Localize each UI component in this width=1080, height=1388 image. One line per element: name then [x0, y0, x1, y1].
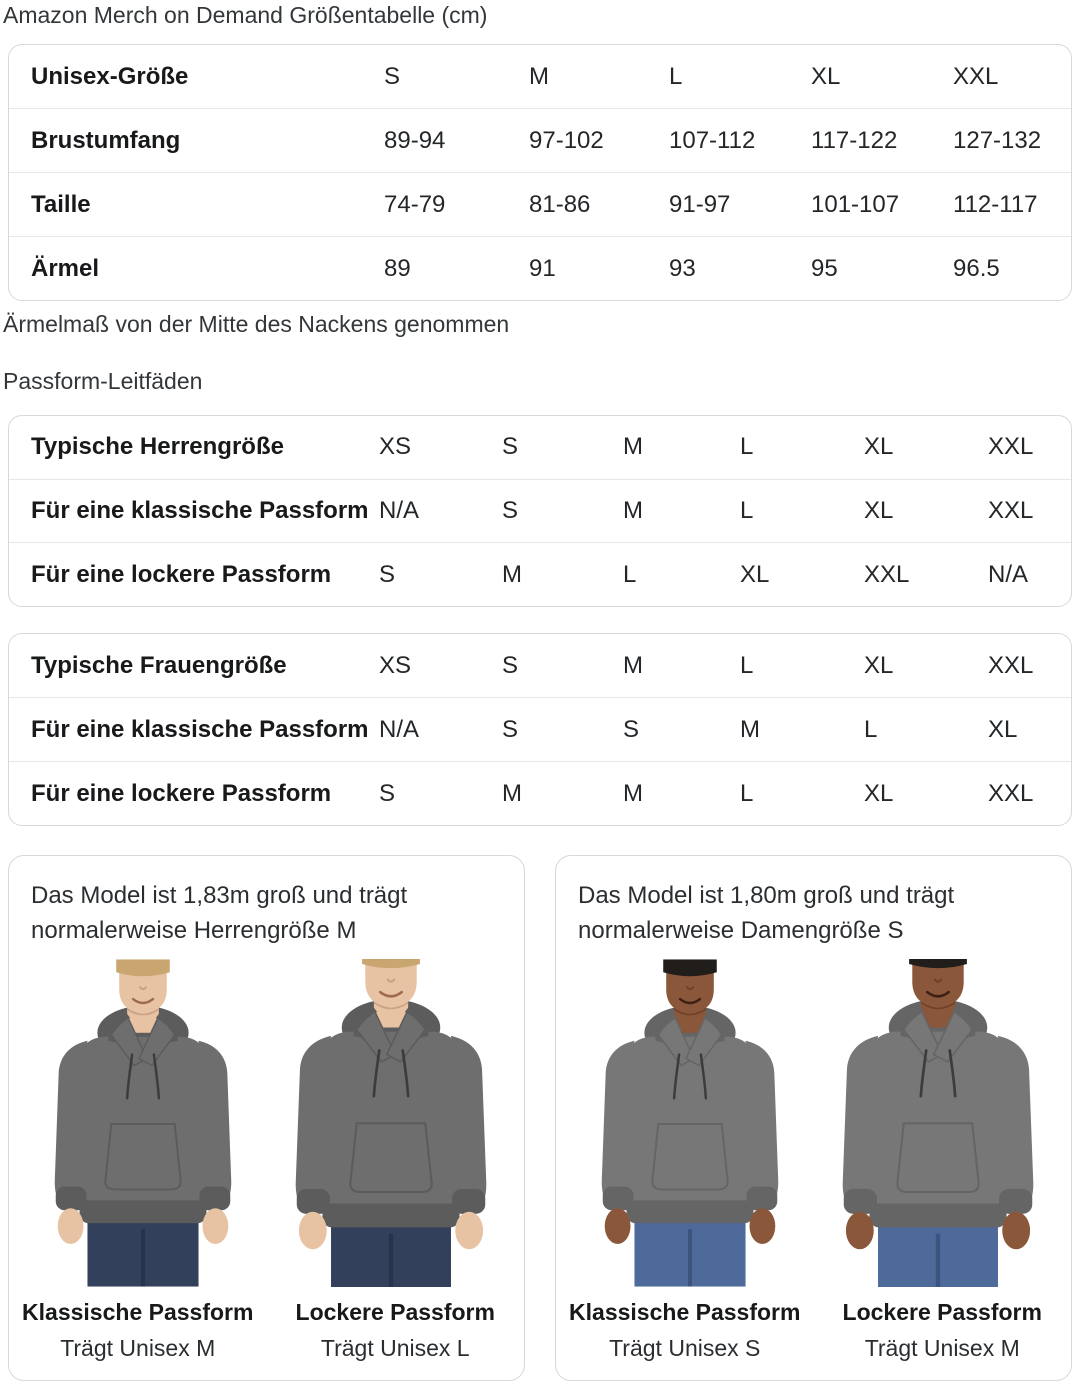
row-label: Taille: [31, 190, 91, 218]
row-label: Für eine klassische Passform: [31, 497, 369, 524]
table-row: [9, 108, 1071, 172]
size-value: XS: [379, 433, 412, 461]
size-value: XL: [864, 433, 894, 461]
womens-fit-table: [8, 633, 1072, 826]
model-description: Das Model ist 1,83m groß und trägt normalerweise Herrengröße M: [31, 882, 408, 944]
size-value: L: [740, 779, 754, 807]
size-value: L: [740, 651, 754, 679]
measure-value: 89-94: [384, 126, 446, 154]
table-row: [9, 634, 1071, 697]
size-value: S: [379, 779, 396, 807]
size-value: S: [384, 62, 401, 90]
size-value: L: [740, 433, 754, 461]
table-row: [9, 172, 1071, 236]
mens-model-card: [8, 855, 525, 1381]
row-label: Brustumfang: [31, 126, 181, 154]
fit-label: Lockere Passform: [842, 1299, 1042, 1325]
measure-value: 96.5: [953, 254, 1000, 282]
size-value: XXL: [988, 651, 1034, 679]
female-model-classic-fit-photo: [571, 959, 809, 1287]
size-worn-label: Trägt Unisex L: [320, 1335, 470, 1361]
male-model-classic-fit-photo: [24, 959, 262, 1287]
measure-value: 93: [669, 254, 696, 282]
size-value: XXL: [988, 433, 1034, 461]
size-worn-label: Trägt Unisex M: [864, 1335, 1020, 1361]
mens-fit-table: [8, 415, 1072, 607]
model-photos: [9, 959, 524, 1287]
photo-labels: [556, 1299, 1071, 1362]
measure-value: 117-122: [811, 126, 898, 154]
measure-value: 74-79: [384, 190, 446, 218]
size-value: M: [740, 715, 760, 743]
row-label: Unisex-Größe: [31, 62, 189, 90]
size-value: L: [669, 62, 683, 90]
size-value: M: [623, 497, 643, 524]
size-value: M: [529, 62, 549, 90]
measure-value: 107-112: [669, 126, 756, 154]
size-value: XL: [864, 497, 894, 524]
table-row: [9, 416, 1071, 479]
size-worn-label: Trägt Unisex M: [60, 1335, 216, 1361]
row-label: Für eine klassische Passform: [31, 715, 369, 743]
table-row: [9, 542, 1071, 606]
size-value: XXL: [864, 560, 910, 588]
size-value: S: [502, 497, 519, 524]
size-value: XS: [379, 651, 412, 679]
fit-label: Lockere Passform: [295, 1299, 495, 1325]
size-value: XXL: [953, 62, 999, 90]
measure-value: 97-102: [529, 126, 604, 154]
table-row: [9, 479, 1071, 543]
photo-label-group: [9, 1299, 267, 1362]
womens-model-card: [555, 855, 1072, 1381]
size-value: M: [623, 779, 643, 807]
size-value: XXL: [988, 779, 1034, 807]
model-description: Das Model ist 1,80m groß und trägt normalerweise Damengröße S: [578, 882, 955, 944]
male-model-loose-fit-photo: [272, 959, 510, 1287]
size-value: N/A: [379, 497, 420, 524]
row-label: Ärmel: [31, 254, 100, 282]
fit-label: Klassische Passform: [569, 1299, 801, 1325]
sleeve-measure-note: Ärmelmaß von der Mitte des Nackens genommen: [3, 311, 510, 337]
size-value: XL: [740, 560, 770, 588]
measure-value: 91: [529, 254, 556, 282]
size-value: L: [864, 715, 878, 743]
size-worn-label: Trägt Unisex S: [609, 1335, 761, 1361]
table-row: [9, 236, 1071, 300]
size-value: M: [623, 651, 643, 679]
size-value: XL: [864, 651, 894, 679]
row-label: Für eine lockere Passform: [31, 560, 332, 588]
size-value: M: [623, 433, 643, 461]
size-value: M: [502, 779, 522, 807]
measure-value: 101-107: [811, 190, 900, 218]
size-value: N/A: [379, 715, 420, 743]
size-value: XL: [864, 779, 894, 807]
fit-guides-heading: Passform-Leitfäden: [3, 368, 203, 394]
unisex-size-table: [8, 44, 1072, 301]
table-row: [9, 761, 1071, 825]
fit-label: Klassische Passform: [22, 1299, 254, 1325]
size-value: S: [502, 715, 519, 743]
measure-value: 127-132: [953, 126, 1042, 154]
measure-value: 89: [384, 254, 411, 282]
size-value: S: [379, 560, 396, 588]
photo-labels: [9, 1299, 524, 1362]
size-value: S: [623, 715, 640, 743]
row-label: Für eine lockere Passform: [31, 779, 332, 807]
size-value: S: [502, 433, 519, 461]
measure-value: 112-117: [953, 190, 1038, 218]
measure-value: 91-97: [669, 190, 731, 218]
size-value: XL: [988, 715, 1018, 743]
size-value: XXL: [988, 497, 1034, 524]
photo-label-group: [814, 1299, 1072, 1362]
row-label: Typische Frauengröße: [31, 651, 287, 679]
model-photos: [556, 959, 1071, 1287]
size-value: S: [502, 651, 519, 679]
photo-label-group: [556, 1299, 814, 1362]
page-title: Amazon Merch on Demand Größentabelle (cm): [3, 2, 488, 28]
size-value: XL: [811, 62, 841, 90]
measure-value: 81-86: [529, 190, 591, 218]
table-row: [9, 45, 1071, 108]
size-value: N/A: [988, 560, 1029, 588]
table-row: [9, 697, 1071, 761]
row-label: Typische Herrengröße: [31, 433, 284, 461]
female-model-loose-fit-photo: [819, 959, 1057, 1287]
size-value: L: [623, 560, 637, 588]
photo-label-group: [267, 1299, 525, 1362]
size-value: L: [740, 497, 754, 524]
size-value: M: [502, 560, 522, 588]
measure-value: 95: [811, 254, 838, 282]
